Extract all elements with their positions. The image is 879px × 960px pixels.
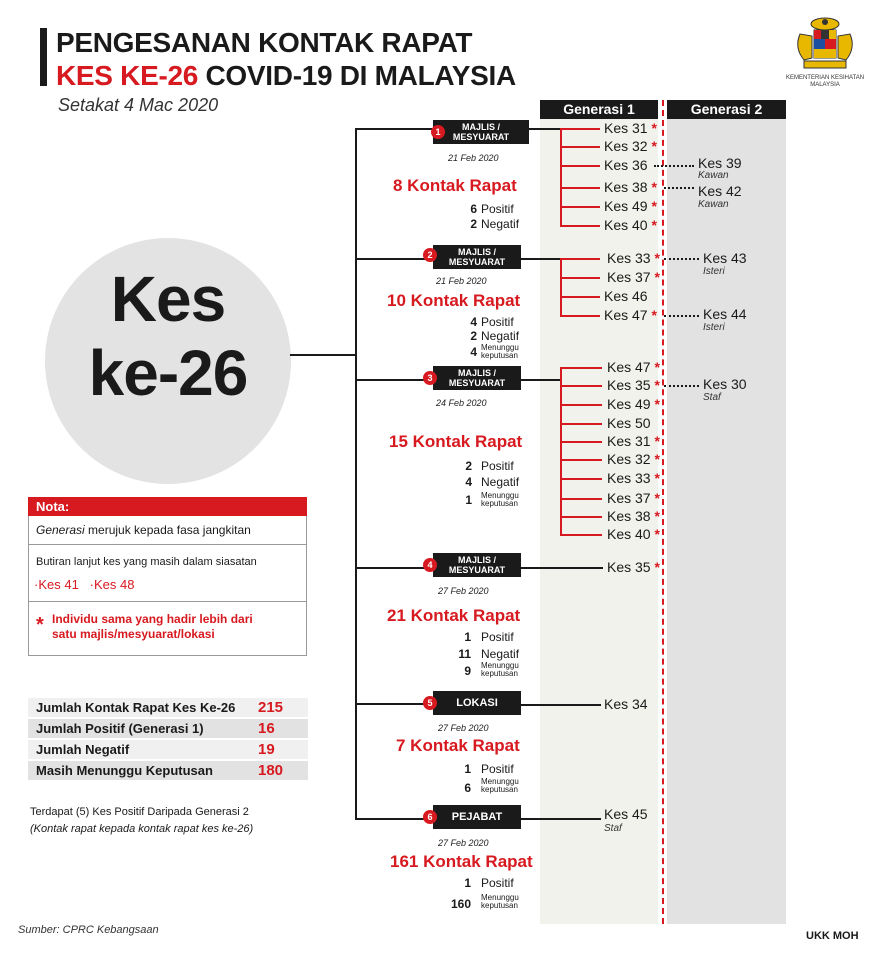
event-number-badge: 5 bbox=[423, 696, 437, 710]
stat-label: Menunggu keputusan bbox=[481, 343, 519, 360]
case-label bbox=[604, 179, 657, 195]
branch-connector bbox=[521, 258, 562, 260]
stat-label: Menunggu keputusan bbox=[481, 777, 519, 794]
star-marker: * bbox=[654, 526, 660, 542]
stat-value: 9 bbox=[464, 664, 471, 678]
event-box-5 bbox=[433, 691, 521, 715]
event-box-3 bbox=[433, 366, 521, 390]
case-connector bbox=[560, 516, 602, 518]
case-label bbox=[604, 198, 657, 214]
generation-divider bbox=[662, 100, 664, 924]
case-name: Kes 50 bbox=[607, 415, 651, 431]
total-label: Jumlah Positif (Generasi 1) bbox=[36, 721, 204, 736]
gen2-relation: Kawan bbox=[698, 199, 729, 210]
stat-value: 2 bbox=[465, 459, 472, 473]
total-value: 215 bbox=[258, 699, 284, 716]
case-name: Kes 35 bbox=[607, 377, 651, 393]
case-name: Kes 49 bbox=[607, 396, 651, 412]
generation-definition: merujuk kepada fasa jangkitan bbox=[88, 523, 251, 537]
gen2-case: Kes 39 bbox=[698, 155, 742, 171]
case-name: Kes 37 bbox=[607, 490, 651, 506]
gen2-connector bbox=[664, 385, 699, 387]
note-header-text: Nota: bbox=[36, 499, 70, 514]
branch-connector bbox=[521, 704, 601, 706]
total-row bbox=[28, 740, 308, 759]
case-connector bbox=[560, 187, 600, 189]
case-name: Kes 38 bbox=[607, 508, 651, 524]
case-label bbox=[604, 217, 657, 233]
star-marker: * bbox=[654, 490, 660, 506]
case-connector bbox=[560, 367, 602, 369]
case-label bbox=[604, 157, 648, 173]
case-label bbox=[604, 288, 648, 304]
case-connector bbox=[560, 315, 600, 317]
gen2-summary-note: (Kontak rapat kepada kontak rapat kes ke-26) bbox=[30, 823, 254, 835]
star-legend-icon: * bbox=[36, 614, 44, 636]
star-marker: * bbox=[651, 307, 657, 323]
case-name: Kes 37 bbox=[607, 269, 651, 285]
index-case-label-line1: Kes bbox=[110, 263, 226, 335]
gen2-summary: Terdapat (5) Kes Positif Daripada Generasi 2 bbox=[30, 806, 249, 818]
stat-value: 1 bbox=[464, 762, 471, 776]
case-name: Kes 31 bbox=[607, 433, 651, 449]
event-type: MAJLIS / bbox=[461, 122, 500, 132]
total-label: Jumlah Negatif bbox=[36, 742, 130, 757]
case-label bbox=[604, 120, 657, 136]
event-box-2 bbox=[433, 245, 521, 269]
gen2-case: Kes 43 bbox=[703, 250, 747, 266]
stat-value: 4 bbox=[470, 345, 477, 359]
case-relation: Staf bbox=[604, 823, 622, 834]
case-name: Kes 35 bbox=[607, 559, 651, 575]
generation-note bbox=[36, 523, 251, 537]
gen2-relation: Kawan bbox=[698, 170, 729, 181]
total-row bbox=[28, 719, 308, 738]
star-marker: * bbox=[654, 377, 660, 393]
star-marker: * bbox=[651, 120, 657, 136]
case-connector bbox=[560, 385, 602, 387]
case-name: Kes 36 bbox=[604, 157, 648, 173]
event-date: 27 Feb 2020 bbox=[438, 838, 489, 848]
page-title-line2 bbox=[56, 60, 516, 92]
gen2-connector bbox=[664, 258, 699, 260]
total-row bbox=[28, 698, 308, 717]
generation-2-column bbox=[667, 118, 786, 924]
tree-spine-connector bbox=[355, 128, 357, 820]
star-marker: * bbox=[654, 250, 660, 266]
star-marker: * bbox=[651, 217, 657, 233]
star-marker: * bbox=[651, 138, 657, 154]
case-connector bbox=[560, 296, 600, 298]
case-label bbox=[607, 415, 651, 431]
gen2-relation: Isteri bbox=[703, 322, 725, 333]
event-type: MAJLIS / bbox=[457, 247, 496, 257]
page-title: PENGESANAN KONTAK RAPAT bbox=[56, 27, 473, 58]
case-connector bbox=[560, 225, 600, 227]
title-rest: COVID-19 DI MALAYSIA bbox=[205, 60, 516, 91]
case-label bbox=[604, 806, 648, 822]
case-connector bbox=[560, 498, 602, 500]
case-name: Kes 34 bbox=[604, 696, 648, 712]
stat-value: 160 bbox=[450, 897, 471, 911]
branch-connector bbox=[521, 379, 562, 381]
case-connector bbox=[560, 404, 602, 406]
case-connector bbox=[560, 478, 602, 480]
star-legend-line1: Individu sama yang hadir lebih dari bbox=[52, 612, 253, 626]
stat-value: 1 bbox=[464, 630, 471, 644]
case-label bbox=[607, 526, 660, 542]
case-name: Kes 48 bbox=[94, 577, 135, 592]
stat-label: Positif bbox=[481, 315, 514, 329]
event-number-badge: 1 bbox=[431, 125, 445, 139]
event-number-badge: 6 bbox=[423, 810, 437, 824]
case-label bbox=[604, 138, 657, 154]
gen2-case: Kes 30 bbox=[703, 376, 747, 392]
title-accent-bar bbox=[40, 28, 47, 86]
case-label bbox=[604, 696, 648, 712]
case-connector bbox=[560, 128, 600, 130]
branch-spine bbox=[560, 258, 562, 317]
stat-label: Positif bbox=[481, 202, 514, 216]
total-value: 19 bbox=[258, 741, 275, 758]
event-type: MAJLIS / bbox=[457, 368, 496, 378]
generation-1-header: Generasi 1 bbox=[540, 100, 658, 119]
branch-spine bbox=[560, 367, 562, 535]
case-name: Kes 40 bbox=[604, 217, 648, 233]
case-name: Kes 38 bbox=[604, 179, 648, 195]
case-name: Kes 40 bbox=[607, 526, 651, 542]
stat-label: Negatif bbox=[481, 475, 520, 489]
case-connector bbox=[560, 165, 600, 167]
case-label bbox=[607, 396, 660, 412]
case-connector bbox=[560, 423, 602, 425]
star-legend-line2: satu majlis/mesyuarat/lokasi bbox=[52, 627, 215, 641]
generation-2-header: Generasi 2 bbox=[667, 100, 786, 119]
investigation-cases bbox=[34, 577, 135, 592]
note-header bbox=[28, 497, 307, 516]
close-contacts-count: 8 Kontak Rapat bbox=[393, 176, 517, 195]
generation-term: Generasi bbox=[36, 523, 85, 537]
total-value: 16 bbox=[258, 720, 275, 737]
case-name: Kes 47 bbox=[607, 359, 651, 375]
gen2-relation: Isteri bbox=[703, 266, 725, 277]
close-contacts-count: 7 Kontak Rapat bbox=[396, 736, 520, 755]
event-type-line2: MESYUARAT bbox=[448, 565, 506, 575]
stat-value: 2 bbox=[470, 329, 477, 343]
total-label: Masih Menunggu Keputusan bbox=[36, 763, 213, 778]
case-label bbox=[607, 451, 660, 467]
case-connector bbox=[560, 534, 602, 536]
case-name: Kes 33 bbox=[607, 470, 651, 486]
stat-value: 6 bbox=[464, 781, 471, 795]
branch-spine bbox=[560, 128, 562, 226]
event-type: LOKASI bbox=[456, 697, 498, 709]
event-type-line2: MESYUARAT bbox=[452, 132, 510, 142]
stat-label: Positif bbox=[481, 459, 514, 473]
stat-value: 4 bbox=[470, 315, 477, 329]
close-contacts-count: 15 Kontak Rapat bbox=[389, 432, 523, 451]
case-label bbox=[607, 359, 660, 375]
stat-value: 11 bbox=[458, 647, 471, 661]
gen2-case: Kes 42 bbox=[698, 183, 742, 199]
case-name: Kes 32 bbox=[607, 451, 651, 467]
branch-connector bbox=[529, 128, 562, 130]
gen2-relation: Staf bbox=[703, 392, 721, 403]
publisher-credit: UKK MOH bbox=[806, 930, 859, 942]
event-box-4 bbox=[433, 553, 521, 577]
event-number-badge: 3 bbox=[423, 371, 437, 385]
stat-label: Menunggu keputusan bbox=[481, 491, 519, 508]
stat-label: Positif bbox=[481, 876, 514, 890]
event-date: 24 Feb 2020 bbox=[436, 398, 487, 408]
case-connector bbox=[560, 206, 600, 208]
case-label bbox=[607, 269, 660, 285]
case-label bbox=[607, 470, 660, 486]
stat-label: Menunggu keputusan bbox=[481, 661, 519, 678]
case-connector bbox=[560, 441, 602, 443]
case-name: Kes 41 bbox=[38, 577, 79, 592]
bullet: · bbox=[89, 577, 95, 592]
note-divider bbox=[28, 544, 307, 545]
event-type-line2: MESYUARAT bbox=[448, 378, 506, 388]
stat-value: 2 bbox=[470, 217, 477, 231]
case-connector bbox=[560, 258, 600, 260]
star-marker: * bbox=[654, 559, 660, 575]
stat-value: 1 bbox=[465, 493, 472, 507]
stat-label: Menunggu keputusan bbox=[481, 893, 519, 910]
bullet: · bbox=[34, 577, 39, 592]
stat-value: 4 bbox=[465, 475, 472, 489]
event-number-badge: 4 bbox=[423, 558, 437, 572]
stat-value: 1 bbox=[464, 876, 471, 890]
stat-label: Negatif bbox=[481, 217, 520, 231]
total-value: 180 bbox=[258, 762, 284, 779]
case-label bbox=[607, 508, 660, 524]
case-connector bbox=[560, 277, 600, 279]
branch-connector bbox=[521, 818, 601, 820]
event-type-line2: MESYUARAT bbox=[448, 257, 506, 267]
case-label bbox=[607, 377, 660, 393]
title-case-highlight: KES KE-26 bbox=[56, 60, 199, 91]
event-date: 27 Feb 2020 bbox=[438, 586, 489, 596]
source-credit: Sumber: CPRC Kebangsaan bbox=[18, 924, 159, 936]
star-marker: * bbox=[654, 359, 660, 375]
case-name: Kes 33 bbox=[607, 250, 651, 266]
close-contacts-count: 10 Kontak Rapat bbox=[387, 291, 521, 310]
star-marker: * bbox=[654, 269, 660, 285]
stat-label: Positif bbox=[481, 762, 514, 776]
event-number-badge: 2 bbox=[423, 248, 437, 262]
star-marker: * bbox=[654, 396, 660, 412]
gen2-connector bbox=[654, 165, 694, 167]
total-label: Jumlah Kontak Rapat Kes Ke-26 bbox=[36, 700, 236, 715]
event-type: MAJLIS / bbox=[457, 555, 496, 565]
star-marker: * bbox=[654, 433, 660, 449]
gen2-connector bbox=[664, 315, 699, 317]
event-date: 21 Feb 2020 bbox=[436, 276, 487, 286]
case-label bbox=[607, 559, 660, 575]
as-of-date: Setakat 4 Mac 2020 bbox=[58, 95, 219, 115]
case-connector bbox=[560, 146, 600, 148]
star-marker: * bbox=[654, 451, 660, 467]
case-label bbox=[607, 433, 660, 449]
coat-of-arms-logo bbox=[790, 14, 860, 74]
branch-connector bbox=[521, 567, 603, 569]
stat-label: Negatif bbox=[481, 329, 520, 343]
tree-trunk-connector bbox=[290, 354, 356, 356]
event-date: 21 Feb 2020 bbox=[448, 153, 499, 163]
event-connector bbox=[355, 128, 435, 130]
case-name: Kes 31 bbox=[604, 120, 648, 136]
close-contacts-count: 21 Kontak Rapat bbox=[387, 606, 521, 625]
gen2-case: Kes 44 bbox=[703, 306, 747, 322]
case-name: Kes 32 bbox=[604, 138, 648, 154]
star-marker: * bbox=[654, 508, 660, 524]
stat-value: 6 bbox=[470, 202, 477, 216]
gen2-connector bbox=[664, 187, 694, 189]
note-divider bbox=[28, 601, 307, 602]
event-box-1 bbox=[433, 120, 529, 144]
case-label bbox=[607, 250, 660, 266]
case-connector bbox=[560, 459, 602, 461]
total-row bbox=[28, 761, 308, 780]
case-name: Kes 49 bbox=[604, 198, 648, 214]
index-case-label-line2: ke-26 bbox=[88, 337, 248, 409]
case-name: Kes 46 bbox=[604, 288, 648, 304]
investigation-note: Butiran lanjut kes yang masih dalam siasatan bbox=[36, 556, 257, 568]
star-marker: * bbox=[651, 179, 657, 195]
close-contacts-count: 161 Kontak Rapat bbox=[390, 852, 533, 871]
stat-label: Negatif bbox=[481, 647, 520, 661]
case-name: Kes 45 bbox=[604, 806, 648, 822]
case-label bbox=[607, 490, 660, 506]
star-marker: * bbox=[654, 470, 660, 486]
event-date: 27 Feb 2020 bbox=[438, 723, 489, 733]
star-marker: * bbox=[651, 198, 657, 214]
stat-label: Positif bbox=[481, 630, 514, 644]
case-label bbox=[604, 307, 657, 323]
event-box-6 bbox=[433, 805, 521, 829]
agency-name: KEMENTERIAN KESIHATAN MALAYSIA bbox=[785, 75, 865, 88]
case-name: Kes 47 bbox=[604, 307, 648, 323]
event-type: PEJABAT bbox=[451, 811, 503, 823]
